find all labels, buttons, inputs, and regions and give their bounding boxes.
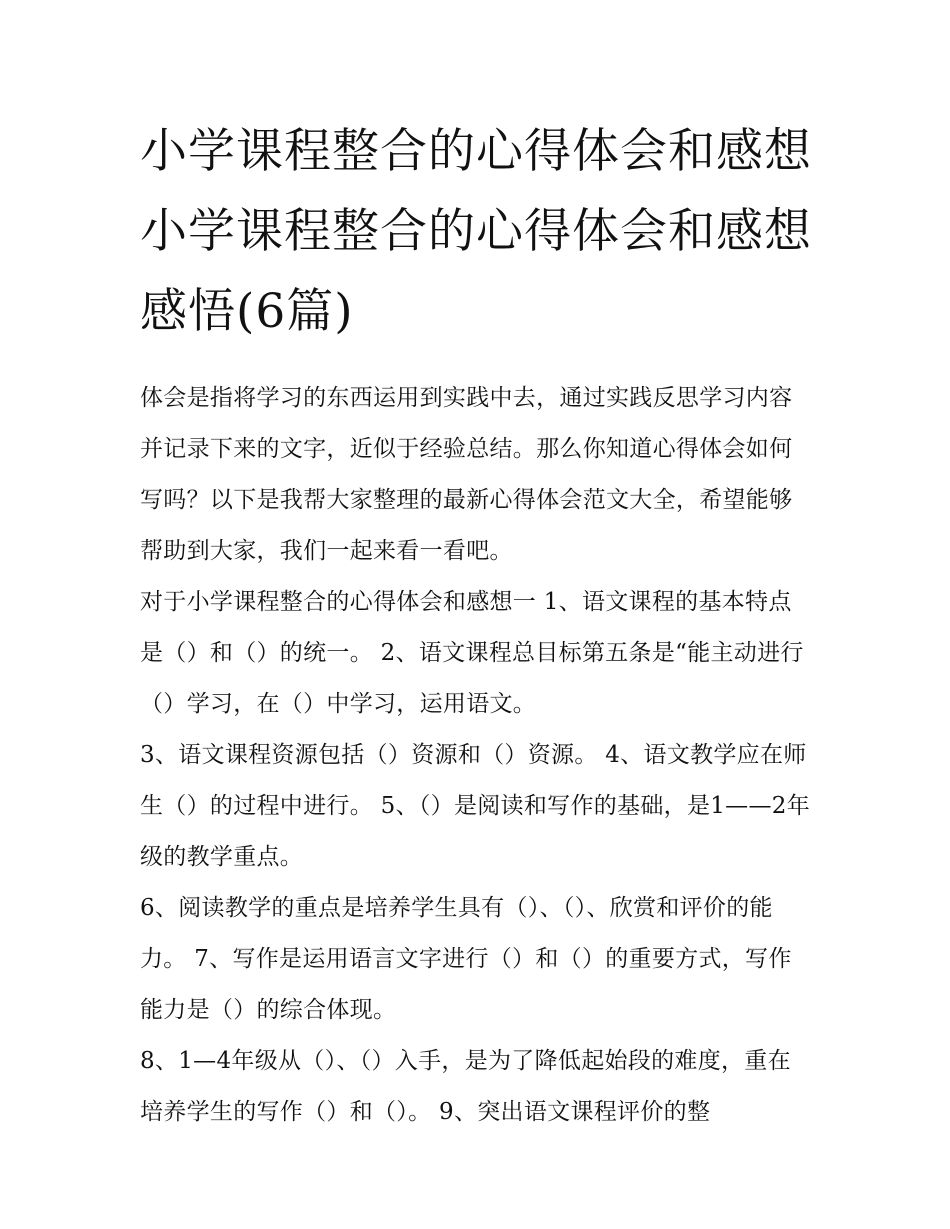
paragraph-items-3-5: 3、语文课程资源包括（）资源和（）资源。 4、语文教学应在师生（）的过程中进行。 5、（）是阅读和写作的基础，是1——2年级的教学重点。 bbox=[140, 742, 811, 870]
document-title: 小学课程整合的心得体会和感想 小学课程整合的心得体会和感想感悟(6篇) bbox=[140, 124, 812, 339]
paragraph-items-6-7: 6、阅读教学的重点是培养学生具有（）、（）、欣赏和评价的能力。 7、写作是运用语言文字进行（）和（）的重要方式，写作能力是（）的综合体现。 bbox=[140, 895, 792, 1023]
document-page bbox=[140, 112, 812, 1138]
intro-paragraph: 体会是指将学习的东西运用到实践中去，通过实践反思学习内容并记录下来的文字，近似于经验总结。那么你知道心得体会如何写吗？以下是我帮大家整理的最新心得体会范文大全，希望能够帮助到大家，我们一起来看一看吧。 bbox=[140, 385, 793, 564]
paragraph-items-8-9: 8、1—4年级从（）、（）入手，是为了降低起始段的难度，重在培养学生的写作（）和（）。 9、突出语文课程评价的整 bbox=[140, 1048, 791, 1125]
paragraph-section-one: 对于小学课程整合的心得体会和感想一 1、语文课程的基本特点是（）和（）的统一。 2、语文课程总目标第五条是“能主动进行（）学习，在（）中学习，运用语文。 bbox=[140, 589, 804, 717]
